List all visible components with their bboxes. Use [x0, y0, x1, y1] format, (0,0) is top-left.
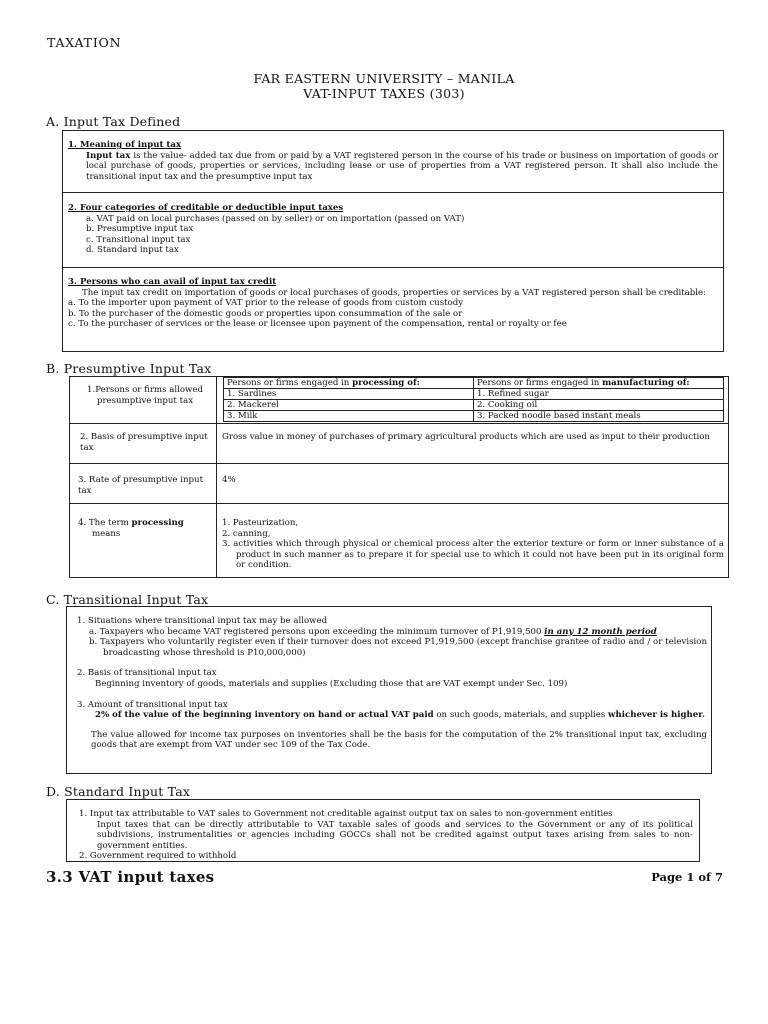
manufacturing-header: [474, 378, 724, 389]
document-header-label: TAXATION: [47, 35, 122, 50]
footer-title: 3.3 VAT input taxes: [46, 868, 215, 886]
list-item: b. Presumptive input tax: [86, 224, 194, 235]
section-c-s3-bold1: 2% of the value of the beginning inventory on hand or actual VAT paid: [95, 710, 434, 721]
row1-label: 1.Persons or firms allowed presumptive input tax: [87, 385, 203, 406]
list-item: c. Transitional input tax: [86, 234, 191, 245]
page-number: Page 1 of 7: [651, 870, 723, 884]
section-c-s2-title: 2. Basis of transitional input tax: [77, 668, 217, 679]
list-item: d. Standard input tax: [86, 245, 179, 256]
divider: [70, 503, 728, 504]
table-cell: 1. Sardines: [224, 389, 474, 400]
row4-label-suffix: means: [92, 528, 121, 539]
school-name: FAR EASTERN UNIVERSITY – MANILA: [253, 71, 515, 86]
section-c-s1-title: 1. Situations where transitional input tax may be allowed: [77, 616, 328, 626]
section-a-item3-intro: The input tax credit on importation of goods or local purchases of goods, properties or services by a VAT registered person shall be creditable:: [82, 287, 706, 298]
section-c-box: [66, 606, 712, 774]
section-c-s3-title: 3. Amount of transitional input tax: [77, 699, 228, 710]
table-cell: 2. Mackerel: [224, 400, 474, 411]
section-d-box: [66, 799, 700, 862]
section-d-heading: D. Standard Input Tax: [46, 784, 191, 799]
section-c-content: [77, 616, 707, 751]
section-a-item3-title: 3. Persons who can avail of input tax credit: [68, 277, 277, 287]
list-item: a. VAT paid on local purchases (passed on by seller) or on importation (passed on VAT): [86, 213, 465, 224]
section-a-item1-text: [68, 151, 718, 183]
section-c-s3-text: [77, 710, 707, 721]
row4-label-bold: processing: [131, 518, 184, 528]
divider: [70, 423, 728, 424]
document-title: VAT-INPUT TAXES (303): [303, 86, 465, 101]
section-b-heading: B. Presumptive Input Tax: [46, 361, 212, 376]
list-item: 2. canning,: [222, 528, 271, 539]
section-c-s1-a: [77, 627, 707, 638]
list-item: a. To the importer upon payment of VAT prior to the release of goods from custom custody: [68, 298, 464, 309]
row3-label: 3. Rate of presumptive input tax: [78, 475, 204, 496]
row2-text: Gross value in money of purchases of primary agricultural products which are used as input to their production: [222, 432, 710, 442]
section-c-s3-bold2: whichever is higher.: [608, 710, 705, 721]
input-tax-term: Input tax: [86, 150, 131, 161]
section-c-s1-a-emphasis: in any 12 month period: [544, 626, 657, 637]
row4-label-prefix: 4. The term: [78, 518, 132, 528]
processing-manufacturing-table: [223, 377, 724, 422]
section-b-box: [69, 376, 729, 578]
section-c-heading: C. Transitional Input Tax: [46, 592, 209, 607]
section-d-d1-title: 1. Input tax attributable to VAT sales to Government not creditable against output tax on sales to non-government entities: [79, 809, 613, 819]
section-a-item1-title: 1. Meaning of input tax: [68, 140, 182, 150]
row2-label: 2. Basis of presumptive input tax: [80, 432, 208, 453]
divider: [63, 192, 723, 193]
section-a-heading: A. Input Tax Defined: [46, 114, 181, 129]
row3-text: 4%: [222, 475, 236, 485]
divider: [70, 463, 728, 464]
row4-list: [222, 518, 724, 571]
list-item: b. To the purchaser of the domestic goods or properties upon consummation of the sale or: [68, 308, 463, 319]
section-a-item2: [68, 203, 718, 256]
section-a-box: [62, 130, 724, 352]
list-item: c. To the purchaser of services or the lease or licensee upon payment of the compensation, rental or royalty or fee: [68, 319, 567, 330]
list-item: 1. Pasteurization,: [222, 518, 299, 528]
table-cell: 1. Refined sugar: [474, 389, 724, 400]
section-c-s2-text: Beginning inventory of goods, materials and supplies (Excluding those that are VAT exempt under Sec. 109): [95, 678, 568, 689]
section-c-s1-a-text: a. Taxpayers who became VAT registered persons upon exceeding the minimum turnover of P1,919,500: [89, 626, 545, 637]
section-a-item3: [68, 277, 718, 330]
section-a-item2-title: 2. Four categories of creditable or deductible input taxes: [68, 203, 344, 213]
list-item: 3. activities which through physical or chemical process alter the exterior texture or form or inner substance of a product in such manner as to prepare it for special use to which it could not have been put in its original form or condition.: [222, 539, 724, 571]
input-tax-definition: is the value- added tax due from or paid by a VAT registered person in the course of his trade or business on importation of goods or local purchase of goods, properties or services, including lease or use of properties from a VAT registered person. It shall also include the transitional input tax and the presumptive input tax: [86, 150, 718, 182]
section-d-d1-text: Input taxes that can be directly attributable to VAT taxable sales of goods and services to the Government or any of its political subdivisions, instrumentalities or agencies including GOCCs shall not be credited against output taxes arising from sales to non-government entities.: [97, 819, 693, 851]
section-d-d2-title: 2. Government required to withhold: [79, 851, 237, 862]
processing-header-prefix: Persons or firms engaged in: [227, 378, 353, 388]
divider: [63, 267, 723, 268]
table-cell: 3. Packed noodle based instant meals: [474, 411, 724, 422]
table-cell: 2. Cooking oil: [474, 400, 724, 411]
processing-header: [224, 378, 474, 389]
section-c-s3-note: The value allowed for income tax purposes on inventories shall be the basis for the computation of the 2% transitional input tax, excluding goods that are exempt from VAT under sec 109 of the Tax Code.: [91, 729, 707, 751]
table-cell: 3. Milk: [224, 411, 474, 422]
row4-label: [78, 518, 210, 539]
manufacturing-header-prefix: Persons or firms engaged in: [477, 378, 603, 388]
manufacturing-header-bold: manufacturing of:: [602, 378, 690, 388]
column-divider: [216, 377, 217, 577]
section-a-item1: [68, 140, 718, 182]
processing-header-bold: processing of:: [352, 378, 420, 388]
section-d-content: [79, 809, 693, 862]
section-c-s3-mid: on such goods, materials, and supplies: [433, 710, 609, 721]
section-c-s1-b: b. Taxpayers who voluntarily register even if their turnover does not exceed P1,919,500 (except franchise grantee of radio and / or television broadcasting whose threshold is P10,000,000): [89, 637, 707, 658]
